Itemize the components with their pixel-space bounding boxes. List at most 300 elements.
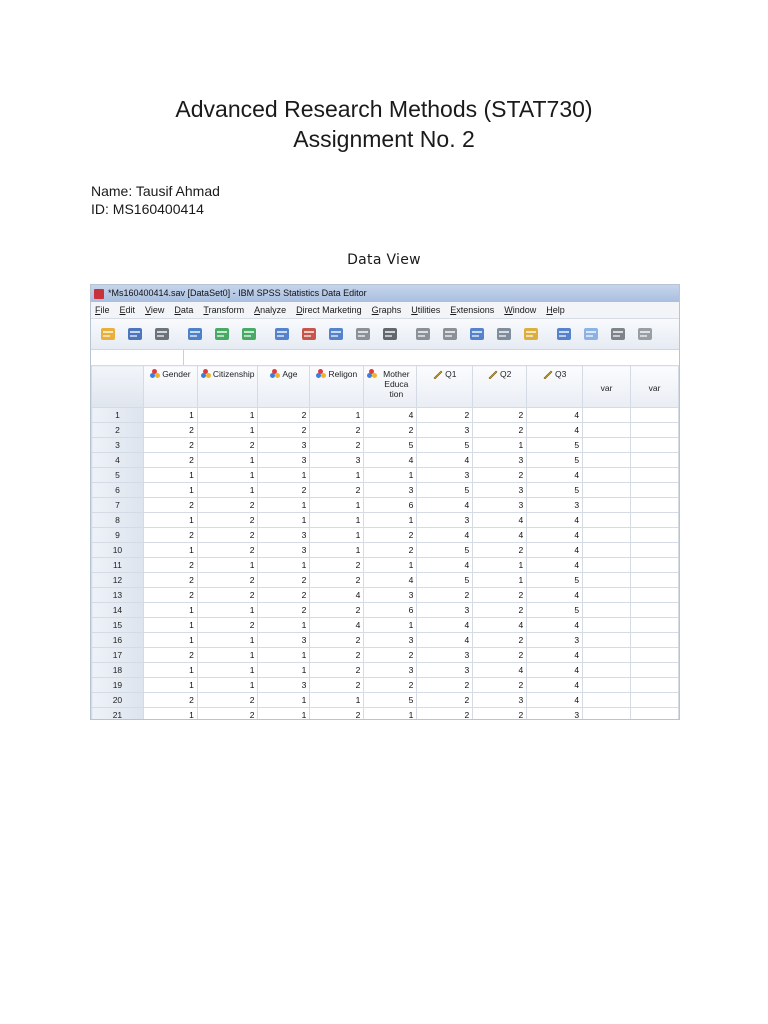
row-header[interactable]: 2 (92, 423, 144, 438)
data-cell[interactable]: 3 (417, 603, 473, 618)
data-cell[interactable]: 4 (527, 423, 583, 438)
column-header-label: Religon (328, 369, 358, 379)
data-cell[interactable]: 2 (143, 438, 197, 453)
data-cell[interactable]: 1 (143, 513, 197, 528)
table-row (92, 693, 679, 708)
data-cell[interactable]: 3 (527, 498, 583, 513)
data-cell[interactable]: 1 (310, 693, 364, 708)
column-header-content (270, 369, 297, 379)
data-cell[interactable]: 3 (258, 438, 310, 453)
data-cell[interactable] (583, 663, 631, 678)
figure-caption: Data View (347, 252, 421, 268)
data-cell[interactable]: 1 (364, 558, 417, 573)
data-cell[interactable]: 3 (417, 468, 473, 483)
data-cell[interactable]: 2 (364, 423, 417, 438)
scale-measure-icon (433, 369, 443, 379)
spell-check-icon[interactable] (634, 324, 656, 344)
row-header[interactable]: 16 (92, 633, 144, 648)
data-cell[interactable]: 2 (417, 588, 473, 603)
menu-graphs[interactable]: Graphs (371, 305, 402, 315)
data-cell[interactable]: 1 (310, 468, 364, 483)
data-cell[interactable]: 2 (473, 423, 527, 438)
data-cell[interactable] (583, 678, 631, 693)
data-cell[interactable]: 1 (473, 558, 527, 573)
data-cell[interactable] (631, 483, 679, 498)
data-cell[interactable]: 4 (527, 648, 583, 663)
data-cell[interactable]: 4 (527, 558, 583, 573)
data-cell[interactable] (631, 648, 679, 663)
data-cell[interactable]: 3 (258, 678, 310, 693)
data-cell[interactable] (583, 708, 631, 720)
data-cell[interactable]: 2 (417, 693, 473, 708)
data-cell[interactable]: 2 (364, 528, 417, 543)
row-header[interactable]: 19 (92, 678, 144, 693)
data-cell[interactable] (583, 588, 631, 603)
data-cell[interactable]: 2 (197, 708, 258, 720)
data-cell[interactable]: 2 (310, 678, 364, 693)
column-header[interactable] (143, 366, 197, 408)
data-cell[interactable]: 2 (310, 573, 364, 588)
data-cell[interactable]: 4 (364, 573, 417, 588)
nominal-measure-icon (150, 369, 160, 379)
select-cases-icon[interactable] (520, 324, 542, 344)
data-cell[interactable] (583, 468, 631, 483)
data-cell[interactable]: 2 (417, 678, 473, 693)
data-cell[interactable] (583, 408, 631, 423)
data-cell[interactable]: 5 (364, 438, 417, 453)
data-cell[interactable]: 1 (364, 513, 417, 528)
data-cell[interactable] (631, 408, 679, 423)
menu-file[interactable]: File (95, 305, 110, 315)
table-row (92, 573, 679, 588)
data-cell[interactable]: 2 (473, 648, 527, 663)
data-cell[interactable] (583, 483, 631, 498)
row-header[interactable]: 6 (92, 483, 144, 498)
row-header[interactable]: 1 (92, 408, 144, 423)
data-cell[interactable]: 2 (310, 483, 364, 498)
data-cell[interactable]: 1 (197, 468, 258, 483)
data-cell[interactable]: 3 (258, 528, 310, 543)
row-header[interactable]: 4 (92, 453, 144, 468)
open-folder-icon[interactable] (97, 324, 119, 344)
table-row (92, 468, 679, 483)
data-cell[interactable]: 4 (473, 528, 527, 543)
data-cell[interactable]: 4 (417, 498, 473, 513)
data-cell[interactable]: 2 (258, 423, 310, 438)
data-cell[interactable]: 3 (473, 453, 527, 468)
data-cell[interactable] (631, 693, 679, 708)
data-cell[interactable]: 1 (143, 678, 197, 693)
data-cell[interactable]: 2 (310, 558, 364, 573)
data-cell[interactable]: 2 (197, 573, 258, 588)
data-cell[interactable]: 2 (258, 573, 310, 588)
data-cell[interactable]: 1 (143, 603, 197, 618)
data-cell[interactable]: 2 (143, 588, 197, 603)
data-cell[interactable] (583, 633, 631, 648)
data-cell[interactable]: 1 (143, 543, 197, 558)
data-cell[interactable] (631, 618, 679, 633)
data-cell[interactable]: 3 (364, 483, 417, 498)
data-cell[interactable]: 3 (364, 633, 417, 648)
data-cell[interactable]: 5 (417, 438, 473, 453)
data-cell[interactable]: 2 (258, 588, 310, 603)
data-cell[interactable]: 2 (197, 693, 258, 708)
data-cell[interactable]: 2 (258, 483, 310, 498)
title-line-2: Assignment No. 2 (293, 126, 475, 152)
data-cell[interactable]: 3 (364, 663, 417, 678)
data-cell[interactable]: 1 (143, 633, 197, 648)
table-row (92, 633, 679, 648)
row-header[interactable]: 5 (92, 468, 144, 483)
save-icon[interactable] (124, 324, 146, 344)
table-row (92, 408, 679, 423)
data-cell[interactable]: 1 (258, 618, 310, 633)
data-cell[interactable]: 4 (473, 618, 527, 633)
grid-corner[interactable] (92, 366, 144, 408)
data-cell[interactable]: 2 (143, 573, 197, 588)
data-cell[interactable] (631, 558, 679, 573)
data-cell[interactable]: 1 (258, 558, 310, 573)
row-header[interactable]: 3 (92, 438, 144, 453)
data-cell[interactable]: 3 (364, 588, 417, 603)
data-cell[interactable] (631, 708, 679, 720)
data-cell[interactable] (583, 438, 631, 453)
data-cell[interactable]: 1 (143, 408, 197, 423)
data-cell[interactable] (583, 453, 631, 468)
data-cell[interactable]: 1 (197, 453, 258, 468)
data-cell[interactable]: 3 (473, 483, 527, 498)
data-cell[interactable]: 4 (310, 618, 364, 633)
data-cell[interactable]: 4 (417, 528, 473, 543)
data-cell[interactable]: 1 (197, 648, 258, 663)
data-cell[interactable] (631, 663, 679, 678)
menu-analyze[interactable]: Analyze (254, 305, 287, 315)
row-header[interactable]: 9 (92, 528, 144, 543)
data-cell[interactable]: 4 (527, 528, 583, 543)
data-cell[interactable]: 2 (473, 678, 527, 693)
row-header[interactable]: 18 (92, 663, 144, 678)
run-descriptives-icon[interactable] (352, 324, 374, 344)
menu-view[interactable]: View (145, 305, 165, 315)
data-cell[interactable]: 4 (527, 618, 583, 633)
data-cell[interactable]: 2 (310, 423, 364, 438)
data-cell[interactable]: 2 (143, 453, 197, 468)
data-cell[interactable]: 5 (527, 573, 583, 588)
data-cell[interactable]: 4 (417, 618, 473, 633)
data-cell[interactable]: 1 (143, 663, 197, 678)
spss-app-icon (94, 289, 104, 299)
row-header[interactable]: 15 (92, 618, 144, 633)
row-header[interactable]: 10 (92, 543, 144, 558)
table-row (92, 603, 679, 618)
row-header[interactable]: 14 (92, 603, 144, 618)
goto-variable-icon[interactable] (298, 324, 320, 344)
data-cell[interactable]: 2 (197, 498, 258, 513)
data-cell[interactable]: 1 (473, 438, 527, 453)
data-cell[interactable]: 4 (310, 588, 364, 603)
data-cell[interactable]: 5 (364, 693, 417, 708)
data-cell[interactable]: 1 (364, 618, 417, 633)
data-cell[interactable]: 2 (143, 423, 197, 438)
title-line-1: Advanced Research Methods (STAT730) (175, 96, 593, 122)
data-cell[interactable]: 3 (417, 648, 473, 663)
data-cell[interactable] (583, 498, 631, 513)
data-cell[interactable]: 4 (364, 453, 417, 468)
data-cell[interactable] (583, 423, 631, 438)
data-cell[interactable]: 1 (143, 468, 197, 483)
row-header[interactable]: 12 (92, 573, 144, 588)
value-labels-icon[interactable] (553, 324, 575, 344)
data-cell[interactable]: 2 (197, 528, 258, 543)
data-cell[interactable]: 2 (310, 663, 364, 678)
data-cell[interactable]: 3 (310, 453, 364, 468)
data-cell[interactable] (631, 468, 679, 483)
data-cell[interactable] (631, 633, 679, 648)
data-cell[interactable]: 5 (527, 603, 583, 618)
data-cell[interactable]: 2 (417, 708, 473, 720)
data-cell[interactable]: 1 (197, 558, 258, 573)
row-header[interactable]: 20 (92, 693, 144, 708)
data-cell[interactable]: 1 (258, 468, 310, 483)
column-header-label: var (648, 383, 661, 393)
column-header[interactable] (417, 366, 473, 408)
menu-utilities[interactable]: Utilities (411, 305, 441, 315)
data-cell[interactable]: 2 (473, 408, 527, 423)
table-row (92, 648, 679, 663)
data-cell[interactable]: 1 (197, 663, 258, 678)
data-cell[interactable]: 6 (364, 603, 417, 618)
insert-variable-icon[interactable] (439, 324, 461, 344)
data-cell[interactable]: 2 (197, 513, 258, 528)
data-cell[interactable] (583, 648, 631, 663)
menu-window[interactable]: Window (504, 305, 537, 315)
column-header[interactable] (631, 366, 679, 408)
data-cell[interactable]: 5 (417, 543, 473, 558)
data-cell[interactable]: 4 (527, 663, 583, 678)
insert-cases-icon[interactable] (412, 324, 434, 344)
data-cell[interactable]: 2 (310, 648, 364, 663)
data-cell[interactable]: 4 (527, 693, 583, 708)
column-header[interactable] (197, 366, 258, 408)
data-cell[interactable] (583, 573, 631, 588)
data-cell[interactable]: 1 (310, 513, 364, 528)
row-header[interactable]: 13 (92, 588, 144, 603)
goto-case-icon[interactable] (271, 324, 293, 344)
data-cell[interactable]: 1 (258, 663, 310, 678)
data-cell[interactable]: 4 (473, 513, 527, 528)
data-cell[interactable] (631, 588, 679, 603)
column-header[interactable] (364, 366, 417, 408)
column-header[interactable] (583, 366, 631, 408)
data-cell[interactable]: 2 (473, 633, 527, 648)
data-cell[interactable]: 2 (364, 648, 417, 663)
data-cell[interactable] (631, 543, 679, 558)
data-cell[interactable]: 1 (258, 513, 310, 528)
data-cell[interactable]: 2 (143, 528, 197, 543)
data-cell[interactable] (631, 603, 679, 618)
data-cell[interactable]: 4 (527, 588, 583, 603)
data-cell[interactable]: 4 (417, 453, 473, 468)
data-cell[interactable]: 1 (258, 648, 310, 663)
data-cell[interactable]: 1 (143, 618, 197, 633)
row-header[interactable]: 21 (92, 708, 144, 720)
data-cell[interactable]: 3 (527, 708, 583, 720)
use-variable-sets-icon[interactable] (580, 324, 602, 344)
row-header[interactable]: 17 (92, 648, 144, 663)
data-cell[interactable]: 5 (527, 453, 583, 468)
data-cell[interactable]: 1 (364, 708, 417, 720)
row-header[interactable]: 11 (92, 558, 144, 573)
undo-icon[interactable] (211, 324, 233, 344)
data-cell[interactable]: 2 (364, 543, 417, 558)
data-cell[interactable]: 1 (258, 708, 310, 720)
data-cell[interactable]: 2 (258, 408, 310, 423)
split-file-icon[interactable] (466, 324, 488, 344)
menu-transform[interactable]: Transform (203, 305, 245, 315)
data-cell[interactable] (631, 513, 679, 528)
data-cell[interactable]: 1 (197, 678, 258, 693)
data-cell[interactable]: 4 (527, 543, 583, 558)
weight-cases-icon[interactable] (493, 324, 515, 344)
data-cell[interactable]: 3 (417, 423, 473, 438)
data-cell[interactable]: 4 (417, 558, 473, 573)
spss-window-screenshot (90, 284, 680, 720)
data-cell[interactable]: 4 (417, 633, 473, 648)
data-cell[interactable]: 3 (473, 498, 527, 513)
data-grid-container (91, 365, 679, 719)
window-titlebar (91, 285, 679, 302)
data-cell[interactable] (631, 678, 679, 693)
variables-icon[interactable] (325, 324, 347, 344)
menu-bar (91, 302, 679, 319)
data-cell[interactable]: 5 (417, 573, 473, 588)
redo-icon[interactable] (238, 324, 260, 344)
column-header[interactable] (258, 366, 310, 408)
data-cell[interactable]: 1 (197, 633, 258, 648)
data-cell[interactable]: 3 (258, 543, 310, 558)
data-cell[interactable]: 5 (417, 483, 473, 498)
column-header[interactable] (473, 366, 527, 408)
data-cell[interactable] (631, 498, 679, 513)
print-icon[interactable] (151, 324, 173, 344)
data-cell[interactable]: 1 (143, 483, 197, 498)
data-cell[interactable] (583, 558, 631, 573)
data-cell[interactable]: 1 (310, 528, 364, 543)
data-cell[interactable]: 2 (197, 618, 258, 633)
column-header-content (488, 369, 511, 379)
data-cell[interactable]: 6 (364, 498, 417, 513)
data-cell[interactable]: 4 (473, 663, 527, 678)
data-cell[interactable]: 1 (258, 693, 310, 708)
data-cell[interactable]: 1 (197, 483, 258, 498)
data-cell[interactable] (631, 528, 679, 543)
menu-data[interactable]: Data (174, 305, 194, 315)
data-cell[interactable] (583, 618, 631, 633)
data-cell[interactable] (583, 603, 631, 618)
find-icon[interactable] (379, 324, 401, 344)
data-cell[interactable]: 2 (310, 708, 364, 720)
data-cell[interactable]: 2 (364, 678, 417, 693)
data-cell[interactable]: 1 (310, 408, 364, 423)
data-cell[interactable]: 4 (527, 678, 583, 693)
data-cell[interactable]: 4 (527, 513, 583, 528)
data-cell[interactable]: 2 (197, 588, 258, 603)
data-cell[interactable]: 1 (197, 408, 258, 423)
menu-help[interactable]: Help (546, 305, 565, 315)
data-cell[interactable]: 1 (197, 603, 258, 618)
data-cell[interactable]: 3 (527, 633, 583, 648)
data-cell[interactable]: 2 (143, 498, 197, 513)
data-cell[interactable]: 1 (258, 498, 310, 513)
data-cell[interactable]: 4 (527, 408, 583, 423)
data-cell[interactable]: 3 (417, 663, 473, 678)
data-cell[interactable]: 2 (197, 543, 258, 558)
data-cell[interactable] (631, 438, 679, 453)
data-cell[interactable]: 1 (473, 573, 527, 588)
data-cell[interactable]: 2 (143, 693, 197, 708)
row-header[interactable]: 8 (92, 513, 144, 528)
data-cell[interactable] (631, 423, 679, 438)
row-header[interactable]: 7 (92, 498, 144, 513)
data-cell[interactable]: 1 (364, 468, 417, 483)
data-cell[interactable]: 2 (310, 438, 364, 453)
column-header-label: var (600, 383, 613, 393)
data-cell[interactable]: 2 (473, 603, 527, 618)
menu-extensions[interactable]: Extensions (450, 305, 495, 315)
data-cell[interactable]: 2 (258, 603, 310, 618)
data-cell[interactable]: 1 (143, 708, 197, 720)
data-cell[interactable]: 2 (143, 648, 197, 663)
data-cell[interactable]: 2 (197, 438, 258, 453)
data-cell[interactable]: 3 (417, 513, 473, 528)
column-header[interactable] (527, 366, 583, 408)
data-cell[interactable]: 2 (143, 558, 197, 573)
menu-direct-marketing[interactable]: Direct Marketing (296, 305, 362, 315)
data-cell[interactable]: 4 (527, 468, 583, 483)
data-cell[interactable]: 2 (473, 543, 527, 558)
data-cell[interactable] (583, 528, 631, 543)
data-cell[interactable]: 5 (527, 438, 583, 453)
menu-edit[interactable]: Edit (119, 305, 136, 315)
cell-reference-box[interactable] (91, 350, 184, 365)
data-cell[interactable] (583, 543, 631, 558)
data-cell[interactable]: 2 (473, 708, 527, 720)
scale-measure-icon (488, 369, 498, 379)
data-cell[interactable] (631, 573, 679, 588)
data-cell[interactable]: 2 (310, 603, 364, 618)
show-all-variables-icon[interactable] (607, 324, 629, 344)
table-row (92, 558, 679, 573)
data-cell[interactable]: 1 (310, 543, 364, 558)
data-cell[interactable]: 3 (258, 453, 310, 468)
data-cell[interactable]: 4 (364, 408, 417, 423)
data-cell[interactable]: 2 (473, 468, 527, 483)
data-cell[interactable] (583, 513, 631, 528)
data-cell[interactable]: 5 (527, 483, 583, 498)
data-cell[interactable] (631, 453, 679, 468)
data-cell[interactable]: 1 (310, 498, 364, 513)
data-cell[interactable]: 3 (258, 633, 310, 648)
dialog-recall-icon[interactable] (184, 324, 206, 344)
data-cell[interactable]: 3 (473, 693, 527, 708)
data-cell[interactable]: 1 (197, 423, 258, 438)
data-cell[interactable]: 2 (473, 588, 527, 603)
table-row (92, 543, 679, 558)
data-cell[interactable]: 2 (310, 633, 364, 648)
data-cell[interactable] (583, 693, 631, 708)
column-header[interactable] (310, 366, 364, 408)
data-cell[interactable]: 2 (417, 408, 473, 423)
